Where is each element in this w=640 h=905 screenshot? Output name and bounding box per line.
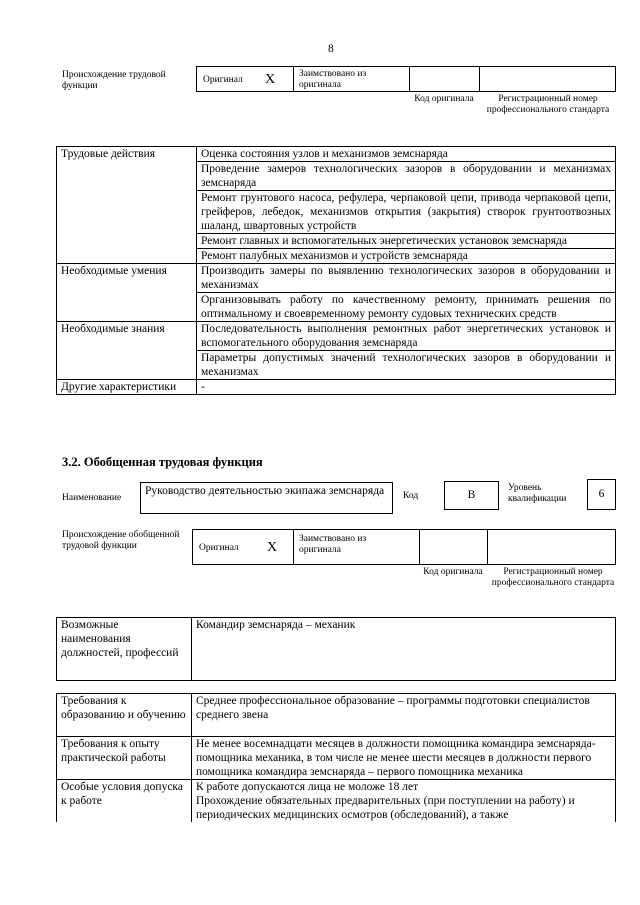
row-header-other: Другие характеристики [57, 380, 197, 395]
borrowed-label: Заимствовано из оригинала [299, 69, 367, 90]
borrowed-label: Заимствовано из оригинала [299, 534, 367, 555]
origin-label: Происхождение трудовой функции [62, 70, 166, 91]
action-item: Ремонт главных и вспомогательных энергетических установок земснаряда [197, 234, 616, 249]
knowledge-item: Параметры допустимых значений технологических зазоров в оборудовании и механизмах [197, 351, 616, 380]
table-row [57, 147, 616, 162]
admission-line: К работе допускаются лица не моложе 18 лет [196, 781, 419, 793]
action-item: Оценка состояния узлов и механизмов земснаряда [197, 147, 616, 162]
divider [293, 67, 294, 91]
experience-value: Не менее восемнадцати месяцев в должности помощника командира земснаряда-помощника механика, в том числе не менее шести месяцев в должности первого помощника командира земснаряда – первого помощника механика [192, 737, 616, 780]
admission-line: Прохождение обязательных предварительных (при поступлении на работу) и периодических медицинских осмотров (обследований), а также [196, 795, 575, 821]
row-header-actions: Трудовые действия [57, 147, 197, 264]
admission-header: Особые условия допуска к работе [57, 780, 192, 823]
action-item: Ремонт палубных механизмов и устройств земснаряда [197, 249, 616, 264]
table-row [57, 694, 616, 737]
education-header: Требования к образованию и обучению [57, 694, 192, 737]
section-title: 3.2. Обобщенная трудовая функция [62, 455, 263, 469]
original-label: Оригинал [199, 543, 239, 553]
divider [293, 530, 294, 564]
experience-header: Требования к опыту практической работы [57, 737, 192, 780]
original-mark: X [265, 72, 276, 87]
table-row [57, 737, 616, 780]
table-row [57, 264, 616, 293]
divider [479, 67, 480, 91]
table-row [57, 380, 616, 395]
reg-number-label: Регистрационный номер профессионального стандарта [486, 94, 610, 115]
action-item: Ремонт грунтового насоса, рефулера, черпаковой цепи, привода черпаковой цепи, грейферов, лебедок, механизмов открытия (закрытия) створок грунтоотвозных шаланд, швартовных устройств [197, 191, 616, 234]
skill-item: Организовывать работу по качественному ремонту, принимать решения по оптимальному и своевременному ремонту судовых технических средств [197, 293, 616, 322]
code-original-label: Код оригинала [414, 94, 474, 104]
action-item: Проведение замеров технологических зазоров в оборудовании и механизмах земснаряда [197, 162, 616, 191]
skill-item: Производить замеры по выявлению технологических зазоров в оборудовании и механизмах [197, 264, 616, 293]
row-header-knowledge: Необходимые знания [57, 322, 197, 380]
code-original-label: Код оригинала [423, 567, 483, 577]
admission-value [192, 780, 616, 823]
origin-ogtf-label: Происхождение обобщенной трудовой функции [62, 530, 180, 551]
name-value: Руководство деятельностью экипажа земснаряда [140, 482, 393, 514]
table-row [57, 322, 616, 351]
code-value: B [444, 481, 499, 510]
code-label: Код [403, 491, 419, 501]
requirements-table [56, 693, 616, 822]
original-mark: X [267, 540, 278, 555]
labor-actions-table [56, 146, 616, 395]
original-label: Оригинал [203, 75, 243, 85]
page-number: 8 [328, 43, 334, 55]
origin-table [196, 66, 616, 92]
positions-header: Возможные наименования должностей, профессий [57, 618, 192, 681]
table-row [57, 618, 616, 681]
level-value: 6 [587, 479, 616, 510]
positions-value: Командир земснаряда – механик [192, 618, 616, 681]
row-header-skills: Необходимые умения [57, 264, 197, 322]
knowledge-item: Последовательность выполнения ремонтных работ энергетических установок и вспомогательного оборудования земснаряда [197, 322, 616, 351]
table-row [57, 780, 616, 823]
other-item: - [197, 380, 616, 395]
name-label: Наименование [62, 493, 122, 503]
reg-number-label: Регистрационный номер профессионального стандарта [491, 567, 615, 588]
divider [487, 530, 488, 564]
divider [419, 530, 420, 564]
positions-table [56, 617, 616, 681]
divider [409, 67, 410, 91]
level-label: Уровень квалификации [508, 483, 567, 504]
education-value: Среднее профессиональное образование – программы подготовки специалистов среднего звена [192, 694, 616, 737]
origin-ogtf-table [192, 529, 616, 565]
